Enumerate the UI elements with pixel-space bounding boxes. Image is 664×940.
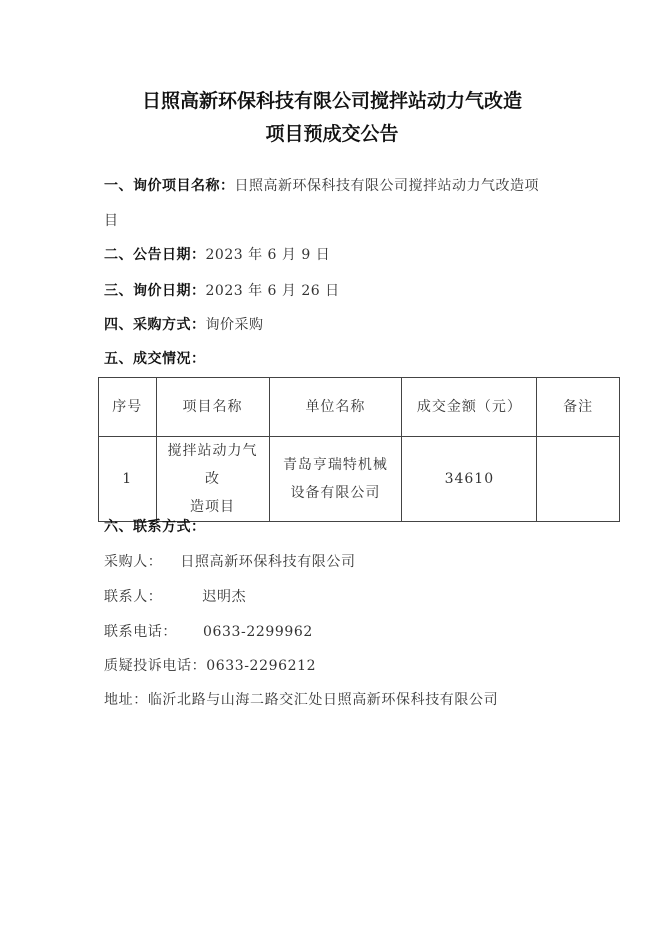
- cell-remarks: [537, 437, 620, 522]
- contact-person-label: 联系人：: [104, 589, 163, 605]
- contact-phone-row: [104, 622, 313, 642]
- address-value: 临沂北路与山海二路交汇处日照高新环保科技有限公司: [147, 692, 499, 708]
- purchaser-label: 采购人：: [104, 554, 163, 570]
- deal-status-row: [104, 349, 206, 369]
- contact-person-value: 迟明杰: [202, 589, 247, 605]
- document-title-line-1: 日照高新环保科技有限公司搅拌站动力气改造: [141, 90, 522, 112]
- header-project-name: 项目名称: [156, 378, 269, 437]
- inquiry-date-row: [104, 281, 340, 301]
- cell-unit-name: [269, 437, 402, 522]
- project-name-continuation: [104, 211, 119, 231]
- header-serial-no: 序号: [99, 378, 157, 437]
- address-row: [104, 690, 498, 710]
- complaint-phone-value: 0633-2296212: [206, 658, 317, 674]
- cell-project-name-line-2: 造项目: [190, 499, 236, 515]
- project-name-row: [104, 176, 539, 196]
- cell-unit-name-line-1: 青岛亨瑞特机械: [282, 457, 388, 473]
- contact-person-row: [104, 587, 246, 607]
- contact-heading-label: 六、联系方式：: [104, 519, 206, 535]
- purchaser-value: 日照高新环保科技有限公司: [180, 554, 356, 570]
- cell-project-name: [156, 437, 269, 522]
- purchase-method-label: 四、采购方式：: [104, 317, 206, 333]
- header-deal-amount: 成交金额（元）: [402, 378, 537, 437]
- announce-date-value: 2023 年 6 月 9 日: [205, 247, 331, 263]
- header-unit-name: 单位名称: [269, 378, 402, 437]
- project-name-value: 日照高新环保科技有限公司搅拌站动力气改造项: [234, 178, 539, 194]
- contact-heading-row: [104, 517, 206, 537]
- contact-phone-value: 0633-2299962: [203, 624, 313, 640]
- inquiry-date-label: 三、询价日期：: [104, 283, 206, 299]
- cell-project-name-line-1: 搅拌站动力气改: [167, 443, 258, 487]
- inquiry-date-value: 2023 年 6 月 26 日: [205, 283, 340, 299]
- table-row: [99, 437, 620, 522]
- header-remarks: 备注: [537, 378, 620, 437]
- purchase-method-value: 询价采购: [205, 317, 264, 333]
- project-name-value-cont: 目: [104, 213, 119, 229]
- complaint-phone-label: 质疑投诉电话：: [104, 658, 207, 674]
- complaint-phone-row: [104, 656, 316, 676]
- purchase-method-row: [104, 315, 264, 335]
- purchaser-row: [104, 552, 356, 572]
- cell-deal-amount: 34610: [402, 437, 537, 522]
- deal-status-label: 五、成交情况：: [104, 351, 206, 367]
- table-header-row: [99, 378, 620, 437]
- deal-result-table: [98, 377, 620, 522]
- contact-phone-label: 联系电话：: [104, 624, 177, 640]
- document-title-line-2: 项目预成交公告: [265, 123, 399, 145]
- address-label: 地址：: [104, 692, 148, 708]
- announce-date-row: [104, 245, 330, 265]
- cell-unit-name-line-2: 设备有限公司: [290, 485, 381, 501]
- announce-date-label: 二、公告日期：: [104, 247, 206, 263]
- project-name-label: 一、询价项目名称：: [104, 178, 235, 194]
- cell-serial-no: 1: [99, 437, 157, 522]
